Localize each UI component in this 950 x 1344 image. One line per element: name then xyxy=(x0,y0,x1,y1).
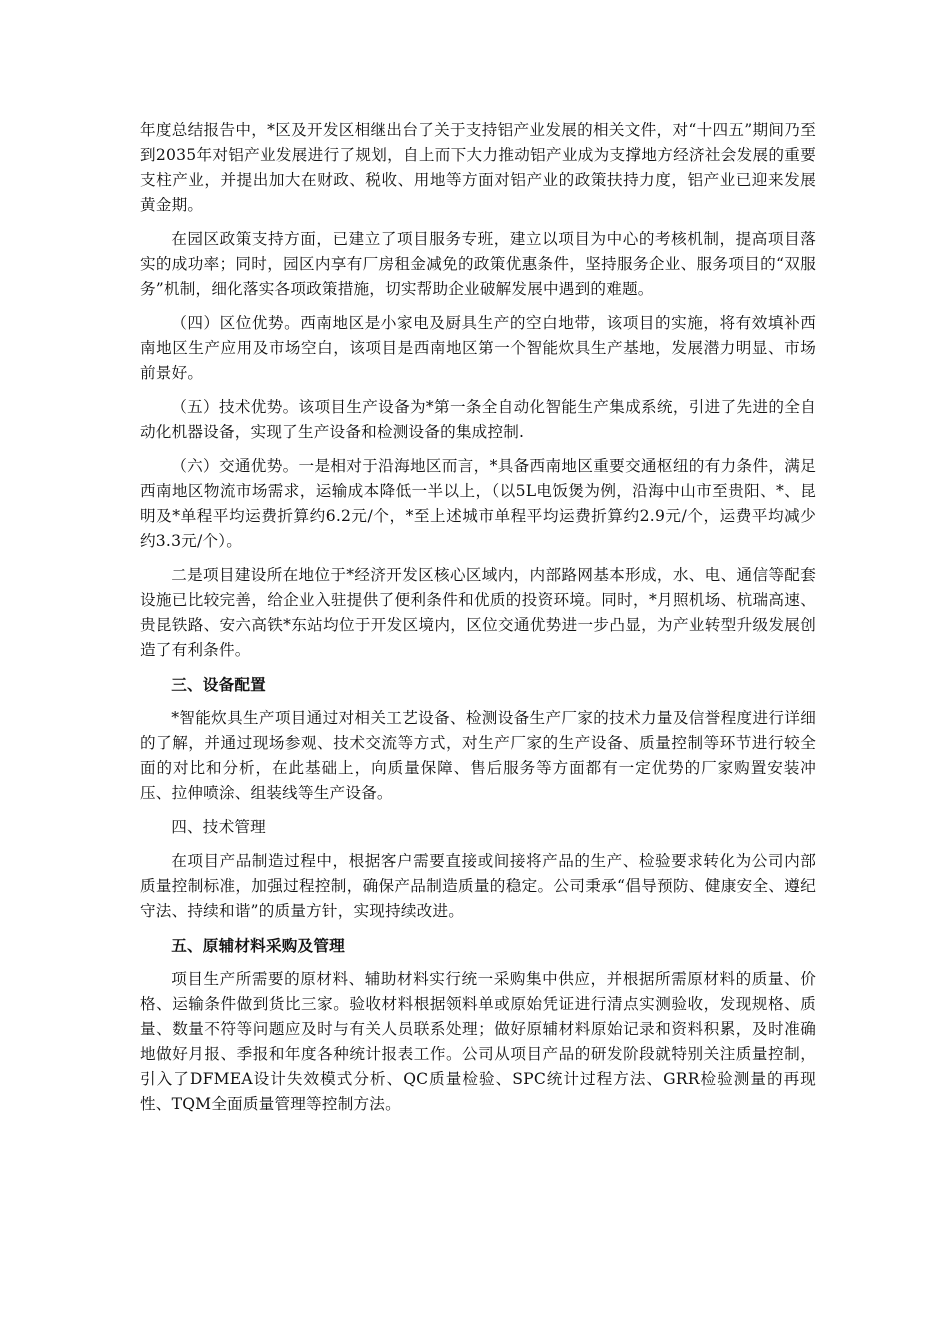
paragraph-equipment: *智能炊具生产项目通过对相关工艺设备、检测设备生产厂家的技术力量及信誉程度进行详细的了解，并通过现场参观、技术交流等方式，对生产厂家的生产设备、质量控制等环节进行较全面的对比和分析，在此基础上，向质量保障、售后服务等方面都有一定优势的厂家购置安装冲压、拉伸喷涂、组装线等生产设备。 xyxy=(140,709,816,802)
paragraph-transport-advantage: （六）交通优势。一是相对于沿海地区而言，*具备西南地区重要交通枢纽的有力条件，满足西南地区物流市场需求，运输成本降低一半以上，（以5L电饭煲为例，沿海中山市至贵阳、*、昆明及*单程平均运费折算约6.2元/个，*至上述城市单程平均运费折算约2.9元/个，运费平均减少约3.3元/个）。 xyxy=(140,457,816,550)
section-heading-materials: 五、原辅材料采购及管理 xyxy=(171,936,345,955)
paragraph-technology-advantage: （五）技术优势。该项目生产设备为*第一条全自动化智能生产集成系统，引进了先进的全自动化机器设备，实现了生产设备和检测设备的集成控制. xyxy=(140,398,816,441)
paragraph-transport-location: 二是项目建设所在地位于*经济开发区核心区域内，内部路网基本形成，水、电、通信等配套设施已比较完善，给企业入驻提供了便利条件和优质的投资环境。同时，*月照机场、杭瑞高速、贵昆铁路、安六高铁*东站均位于开发区境内，区位交通优势进一步凸显，为产业转型升级发展创造了有利条件。 xyxy=(140,566,816,659)
document-page xyxy=(140,118,816,1126)
section-heading-equipment: 三、设备配置 xyxy=(171,675,266,694)
paragraph-policy-summary: 年度总结报告中，*区及开发区相继出台了关于支持铝产业发展的相关文件，对“十四五”期间乃至到2035年对铝产业发展进行了规划，自上而下大力推动铝产业成为支撑地方经济社会发展的重要支柱产业，并提出加大在财政、税收、用地等方面对铝产业的政策扶持力度，铝产业已迎来发展黄金期。 xyxy=(140,121,816,214)
paragraph-materials: 项目生产所需要的原材料、辅助材料实行统一采购集中供应，并根据所需原材料的质量、价格、运输条件做到货比三家。验收材料根据领料单或原始凭证进行清点实测验收，发现规格、质量、数量不符等问题应及时与有关人员联系处理；做好原辅材料原始记录和资料积累，及时准确地做好月报、季报和年度各种统计报表工作。公司从项目产品的研发阶段就特别关注质量控制，引入了DFMEA设计失效模式分析、QC质量检验、SPC统计过程方法、GRR检验测量的再现性、TQM全面质量管理等控制方法。 xyxy=(140,970,816,1113)
paragraph-location-advantage: （四）区位优势。西南地区是小家电及厨具生产的空白地带，该项目的实施，将有效填补西南地区生产应用及市场空白，该项目是西南地区第一个智能炊具生产基地，发展潜力明显、市场前景好。 xyxy=(140,314,816,382)
paragraph-park-policy: 在园区政策支持方面，已建立了项目服务专班，建立以项目为中心的考核机制，提高项目落实的成功率；同时，园区内享有厂房租金减免的政策优惠条件，坚持服务企业、服务项目的“双服务”机制，细化落实各项政策措施，切实帮助企业破解发展中遇到的难题。 xyxy=(140,230,816,298)
section-heading-tech-management: 四、技术管理 xyxy=(171,818,266,836)
paragraph-tech-management: 在项目产品制造过程中，根据客户需要直接或间接将产品的生产、检验要求转化为公司内部质量控制标准，加强过程控制，确保产品制造质量的稳定。公司秉承“倡导预防、健康安全、遵纪守法、持续和谐”的质量方针，实现持续改进。 xyxy=(140,852,816,920)
